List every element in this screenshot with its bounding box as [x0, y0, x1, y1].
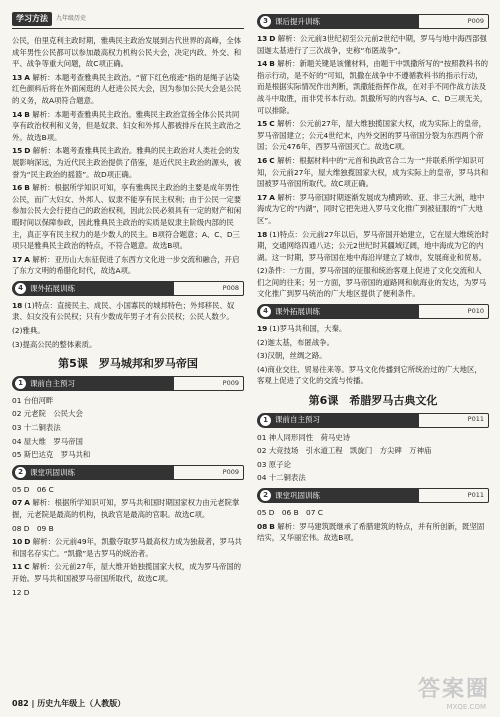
answer-line: (2)雅典。	[12, 326, 45, 336]
short-answers: 12 D	[12, 587, 30, 597]
answer-line: (2)条件：一方面，罗马帝国的征服和统治客观上促进了文化交流和人们之间的往来；另一方面，罗马帝国的道路网和航海业的发达，为罗马文化推广到罗马统治的广大地区提供了便利条件。	[257, 266, 487, 299]
section-header-extension: 4 课外拓展训练 P010	[257, 304, 489, 319]
short-answers: 05 D 06 C	[12, 484, 54, 494]
question-18: 18 (1)特点：直接民主、成民、小国寡民的城邦特色；外邦移民、奴隶、妇女没有公民权；只有少数成年男子才有公民权；公民人数少。	[12, 300, 235, 322]
section-header-improvement: 3 课后提升训练 P009	[257, 14, 489, 29]
section-header-extension: 4 课外拓展训练 P008	[12, 281, 244, 296]
preview-answer: 04 十二铜表法	[257, 473, 306, 483]
question-19: 19 (1)罗马共和国，大秦。	[257, 324, 347, 334]
preview-answer: 04 屋大维 罗马帝国	[12, 436, 83, 446]
answer-line: (2)迦太基，布匿战争。	[257, 337, 334, 347]
question-15: 15 D 解析：本题考查雅典民主政治。雅典的民主政治对人类社会的发展影响深远，为近代民主政治提供了借鉴，是近代民主政治的源头，被誉为“民主政治的摇篮”。故D项正确。	[12, 146, 242, 179]
watermark-url: MXQE.COM	[446, 703, 486, 711]
question-14: 14 B 解析：本题考查雅典民主政治。雅典民主政治宣扬全体公民共同享有政治权利和义务，但是奴隶、妇女和外邦人都被排斥在民主政治之外。故选B项。	[12, 109, 242, 142]
preview-answer: 05 斯巴达克 罗马共和	[12, 450, 91, 460]
intro-text: 公民，伯里克利主政时期，雅典民主政治发展到古代世界的高峰，全体成年男性公民都可以参加最高权力机构公民大会，决定内政、外交、和平、战争等重大问题，故C项正确。	[12, 36, 242, 69]
lesson-title: 第5课 罗马城邦和罗马帝国	[58, 357, 198, 371]
section-header-consolidation: 2 课堂巩固训练 P009	[12, 465, 244, 480]
preview-answer: 02 大竞技场 引水道工程 凯旋门 方尖碑 万神庙	[257, 446, 432, 456]
page-header	[12, 10, 244, 29]
section-header-preview: 1 课前自主预习 P011	[257, 413, 489, 428]
question-14: 14 B 解析：新题关键是该懂材料，由题干中凯撒所写的“按照教科书的指示行动，是不好的”可知，凯撒在战争中不遵循教科书的指示行动，而是根据实际情况作出判断，凯撒能指挥作战，在对手不同作战方法及战斗中取胜，而非凭书本行动。凯撒所写的内容与A、C、D三项无关，可以排除。	[257, 59, 489, 115]
question-18: 18 (1)特点：公元前27年以后，罗马帝国开始建立，它在屋大维统治时期，交通网络四通八达；公元2世纪时其疆域辽阔，地中海成为它的内湖。这一时期，罗马帝国在地中海沿岸建立了城市，发展商业和贸易。	[257, 229, 489, 262]
preview-answer: 02 元老院 公民大会	[12, 409, 83, 419]
answer-line: (4)商业交往、贸易往来等。罗马文化传播到它所统治过的广大地区，客观上促进了文化的交流与传播。	[257, 364, 482, 386]
answer-line: (3)提高公民的整体素质。	[12, 339, 97, 349]
short-answers: 08 D 09 B	[12, 523, 54, 533]
question-07: 07 A 解析：根据所学知识可知，罗马共和国时期国家权力由元老院掌握，元老院是最高的机构，执政官是最高的官职。故选C项。	[12, 498, 240, 519]
question-17: 17 A 解析：罗马帝国时期逐渐发展成为横跨欧、亚、非三大洲，地中海成为它的“内湖”，同时它把先进入罗马文化推广到被征服的“广大地区”。	[257, 192, 485, 225]
question-08: 08 B 解析：罗马建筑既继承了希腊建筑的特点，并有所创新，既坚固结实，又华丽宏伟。故选B项。	[257, 521, 485, 543]
page-footer: 082 | 历史九年级上（人教版）	[12, 699, 126, 708]
right-column	[257, 10, 489, 546]
question-13: 13 D 解析：公元前3世纪初至公元前2世纪中期，罗马与地中海西部强国迦太基进行了三次战争，史称“布匿战争”。	[257, 34, 487, 55]
preview-answer: 01 台伯河畔	[12, 395, 54, 405]
preview-answer: 03 原子论	[257, 459, 291, 469]
watermark-logo: 答案圈	[417, 677, 490, 702]
brand-subtitle: 九年级历史	[56, 15, 87, 23]
section-header-preview: 1 课前自主预习 P009	[12, 376, 244, 391]
question-16: 16 B 解析：根据所学知识可知，享有雅典民主政治的主要是成年男性公民，而广大妇女、外邦人、奴隶不能享有民主权利；由于公民一定要参加公民大会行使自己的政治权利，因此公民必须具有一定的财产和闲暇时间以保障参政，因此雅典民主政治的实质是奴隶主阶级内部的民主，真正享有民主权力的是少数人的民主。B项符合题意；A、C、D三项只是雅典民主政治的特点，不符合题意。故选B项。	[12, 183, 242, 251]
section-header-consolidation: 2 课堂巩固训练 P011	[257, 488, 489, 503]
question-17: 17 A 解析：亚历山大东征促进了东西方文化进一步交流和融合，开启了东方文明的希腊化时代，故选A项。	[12, 254, 240, 276]
preview-answer: 01 神人同形同性 荷马史诗	[257, 432, 351, 442]
question-15: 15 C 解析：公元前27年，屋大维独揽国家大权，成为实际上的皇帝，罗马帝国建立；公元4世纪末，内外交困的罗马帝国分裂为东西两个帝国；公元476年，西罗马帝国灭亡。故选C项。	[257, 119, 487, 152]
left-column	[12, 10, 244, 600]
lesson-title: 第6课 希腊罗马古典文化	[308, 394, 438, 408]
question-16: 16 C 解析：根据材料中的“元首和执政官合二为一”并联系所学知识可知，公元前27年，屋大维独揽国家大权，成为实际上的皇帝，罗马共和国被罗马帝国所取代。故C项正确。	[257, 155, 489, 189]
question-10: 10 D 解析：公元前49年，凯撒夺取罗马最高权力成为独裁者，罗马共和国名存实亡。“凯撒”是古罗马的统治者。	[12, 537, 242, 558]
question-13: 13 A 解析：本题考查雅典民主政治。“留下红色痕迹”指的是绳子沾染红色颜料后将在外面闲逛的人赶进公民大会，因为参加公民大会是公民的义务，故A项符合题意。	[12, 72, 242, 105]
short-answers: 05 D 06 B 07 C	[257, 508, 323, 517]
answer-line: (3)汉朝，丝绸之路。	[257, 351, 327, 361]
preview-answer: 03 十二铜表法	[12, 423, 61, 433]
question-11: 11 C 解析：公元前27年，屋大维开始独揽国家大权，成为罗马帝国的开始。罗马共和国被罗马帝国所取代，故选C项。	[12, 562, 242, 583]
brand-logo: 学习方法	[12, 12, 52, 26]
